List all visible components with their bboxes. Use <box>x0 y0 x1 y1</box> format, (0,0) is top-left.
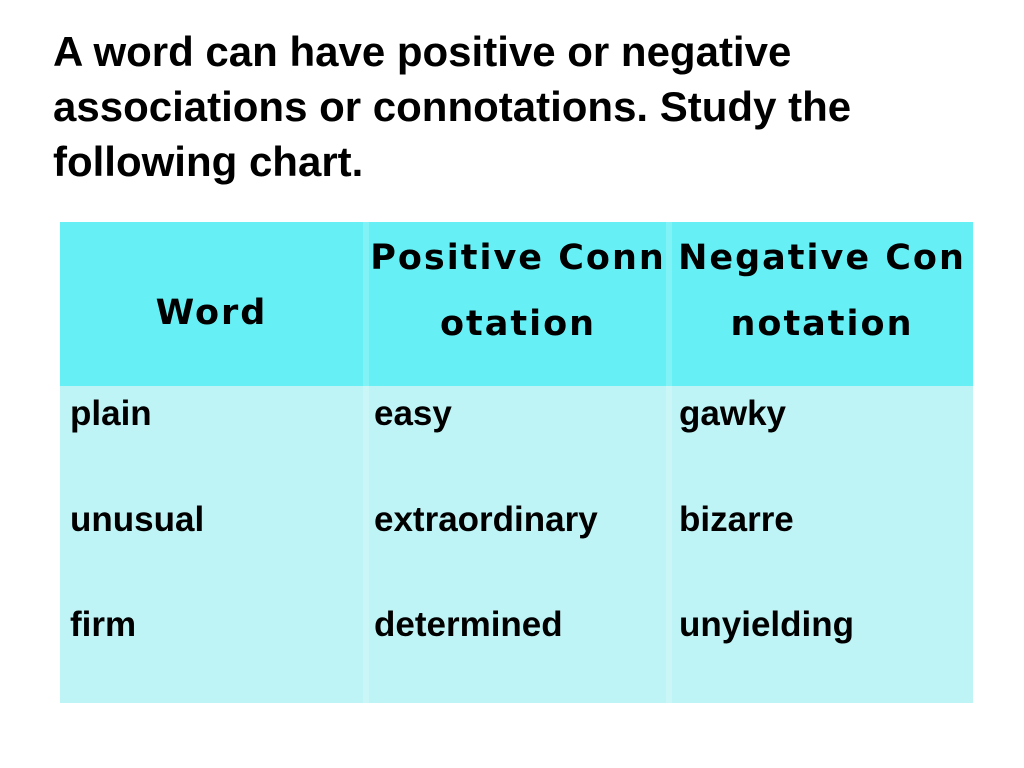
header-negative-connotation: Negative Connotation <box>678 238 966 344</box>
intro-text: A word can have positive or negative associations or connotations. Study the following chart. <box>53 28 852 185</box>
cell-negative: bizarre <box>679 500 794 539</box>
cell-positive: easy <box>374 394 452 433</box>
cell-negative: gawky <box>679 394 786 433</box>
cell-positive: determined <box>374 605 563 644</box>
connotation-table <box>60 222 973 703</box>
table-body <box>60 386 973 703</box>
header-positive-connotation: Positive Connotation <box>370 238 666 344</box>
cell-negative: unyielding <box>679 605 854 644</box>
cell-word: firm <box>70 605 137 644</box>
header-word: Word <box>155 293 268 333</box>
cell-word: unusual <box>70 500 205 539</box>
cell-word: plain <box>70 394 152 433</box>
cell-positive: extraordinary <box>374 500 598 539</box>
